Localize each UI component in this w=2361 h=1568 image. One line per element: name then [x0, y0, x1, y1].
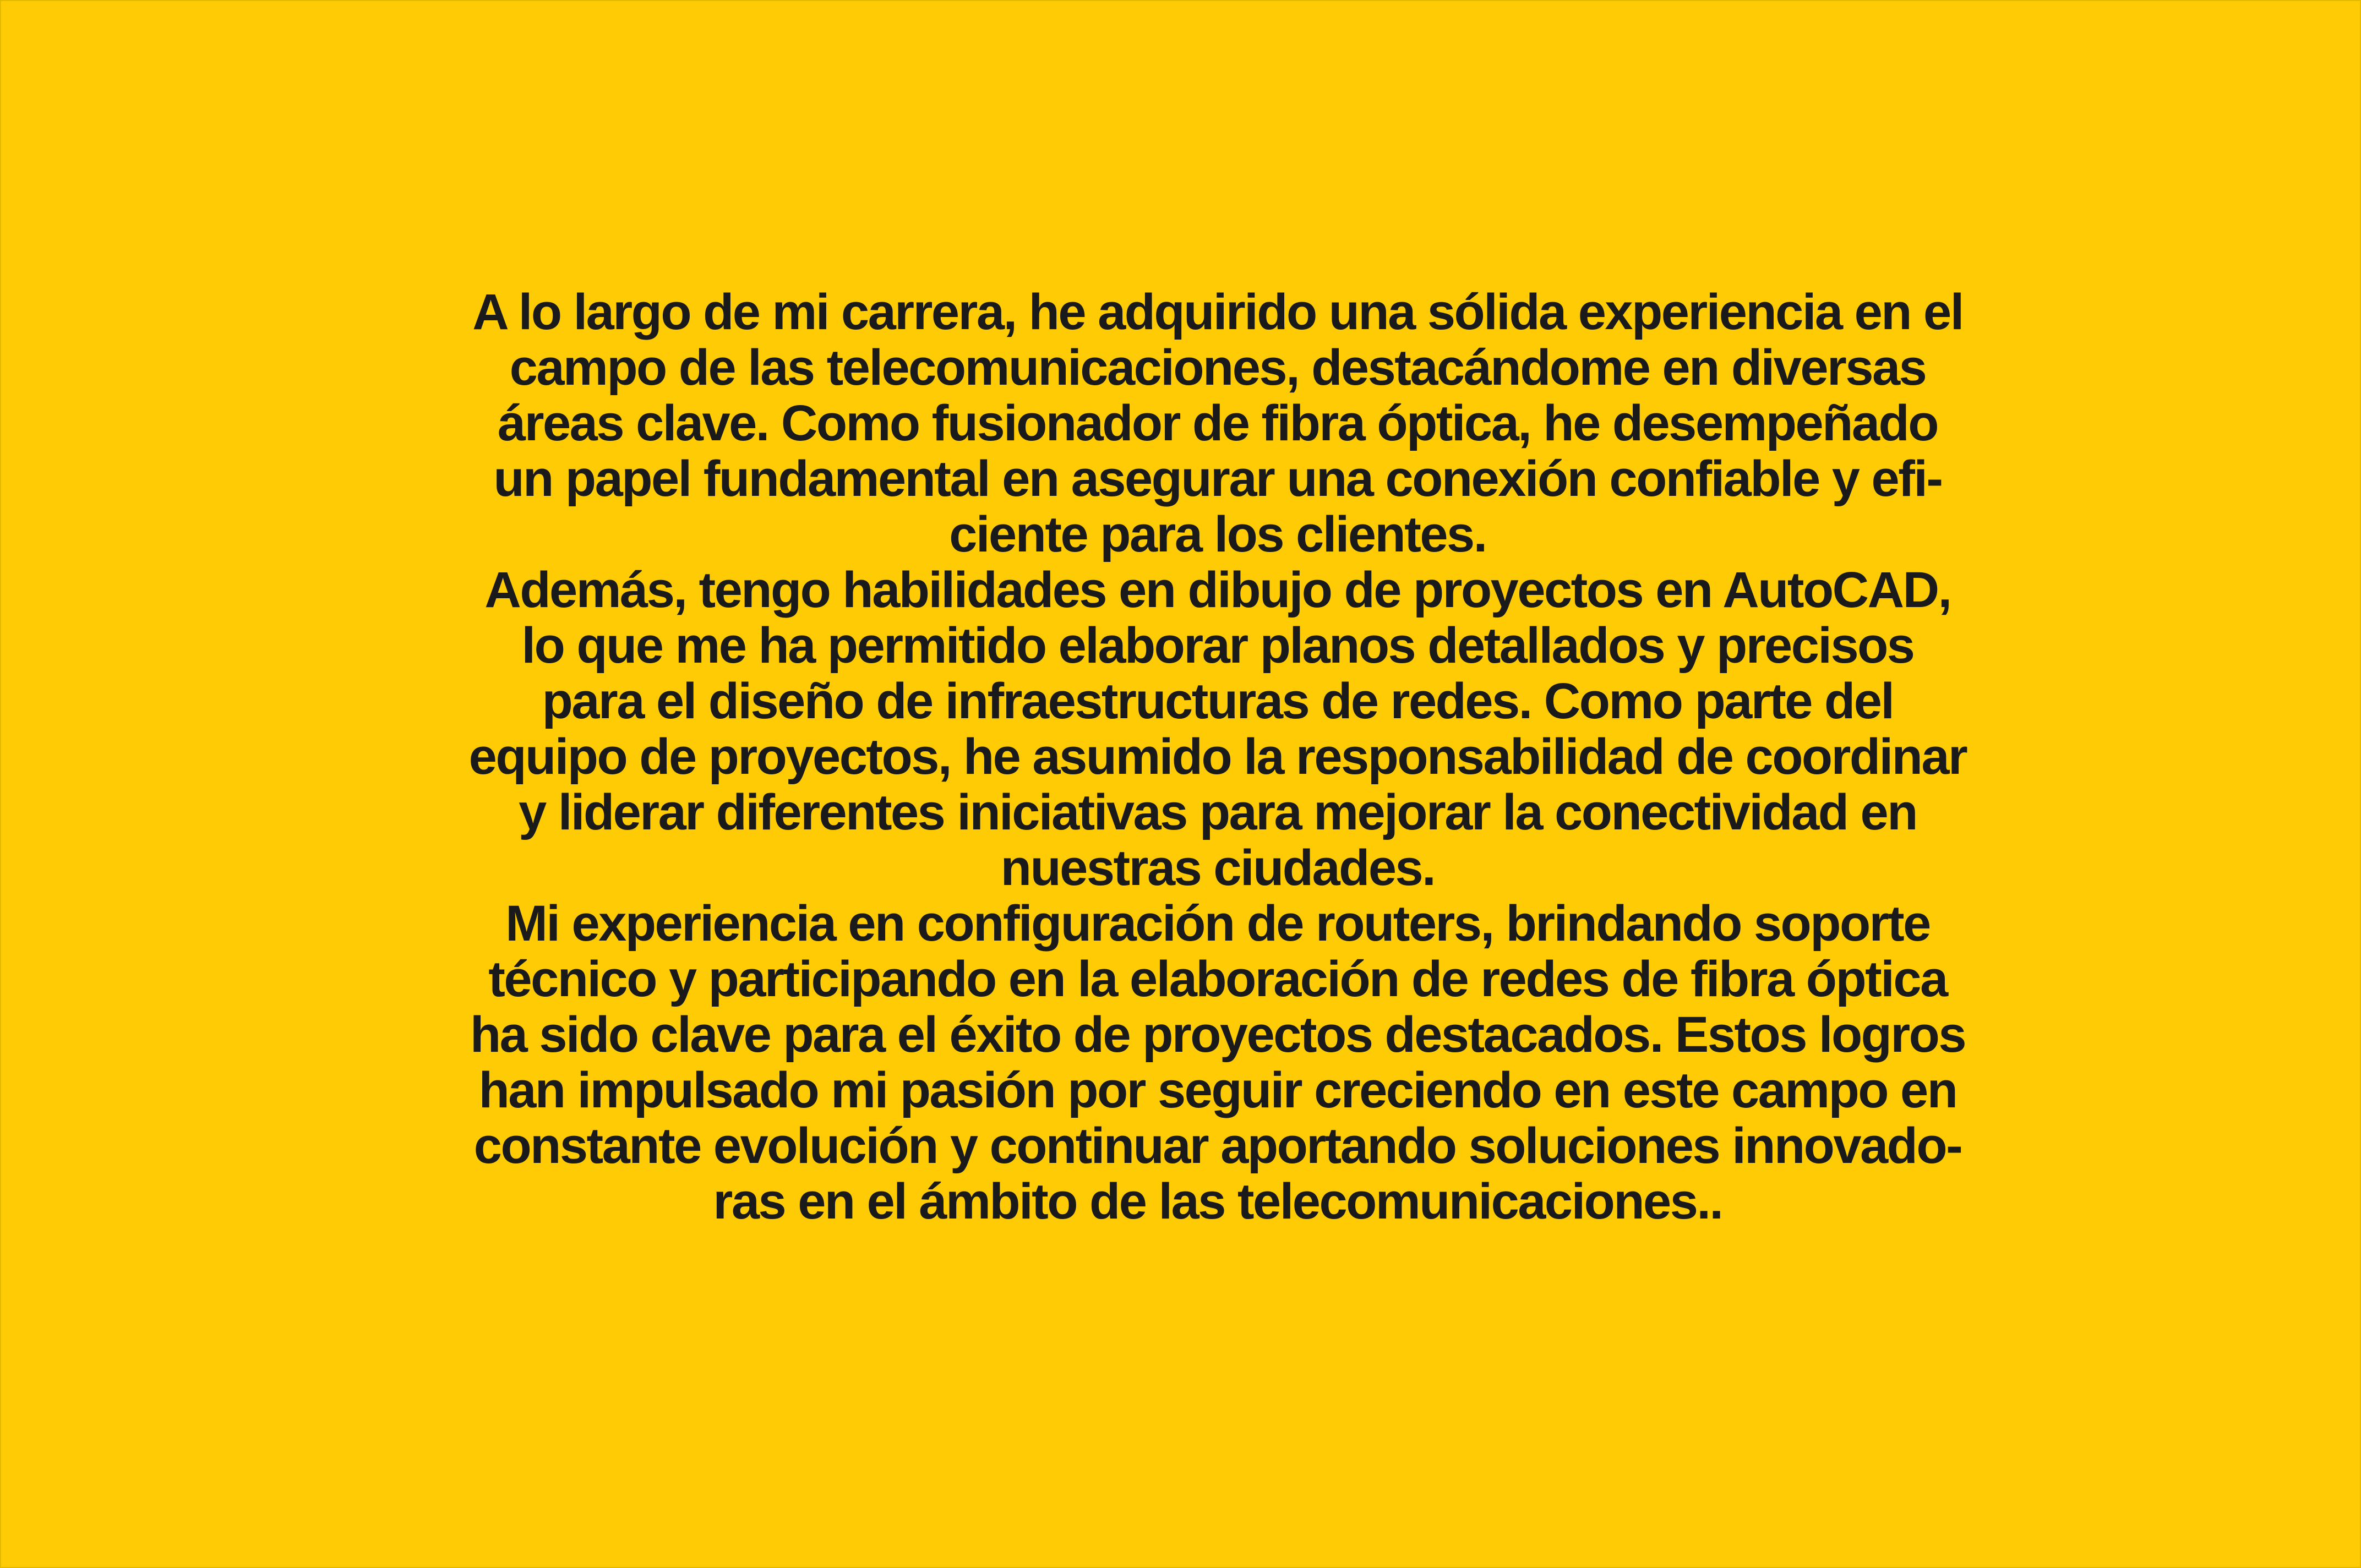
text-line: nuestras ciudades. — [1000, 840, 1435, 896]
text-line: ciente para los clientes. — [949, 506, 1486, 562]
text-line: han impulsado mi pasión por seguir creciendo en este campo en — [478, 1062, 1957, 1118]
text-line: ras en el ámbito de las telecomunicaciones.. — [713, 1173, 1722, 1230]
text-line: constante evolución y continuar aportando soluciones innovado- — [473, 1118, 1962, 1174]
text-line: Mi experiencia en configuración de routers, brindando soporte — [505, 895, 1930, 952]
profile-text-block — [309, 285, 2126, 1230]
text-line: un papel fundamental en asegurar una conexión confiable y efi- — [493, 451, 1942, 507]
text-line: Además, tengo habilidades en dibujo de proyectos en AutoCAD, — [484, 562, 1951, 618]
text-line: para el diseño de infraestructuras de redes. Como parte del — [542, 673, 1894, 729]
text-line: campo de las telecomunicaciones, destacándome en diversas — [509, 340, 1926, 396]
text-line: ha sido clave para el éxito de proyectos destacados. Estos logros — [470, 1007, 1966, 1063]
text-line: A lo largo de mi carrera, he adquirido una sólida experiencia en el — [472, 284, 1963, 340]
text-line: lo que me ha permitido elaborar planos detallados y precisos — [521, 618, 1914, 674]
text-line: técnico y participando en la elaboración de redes de fibra óptica — [488, 951, 1947, 1007]
text-line: equipo de proyectos, he asumido la responsabilidad de coordinar — [468, 729, 1967, 785]
text-line: y liderar diferentes iniciativas para mejorar la conectividad en — [519, 784, 1917, 840]
text-line: áreas clave. Como fusionador de fibra óptica, he desempeñado — [498, 395, 1938, 451]
